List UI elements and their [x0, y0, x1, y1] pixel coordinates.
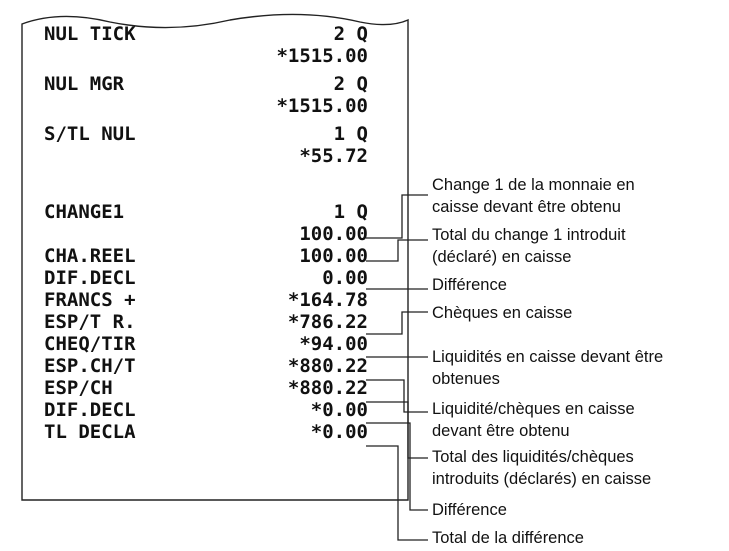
- receipt-row-label: ESP.CH/T: [44, 355, 136, 377]
- annotation-text: introduits (déclarés) en caisse: [432, 470, 652, 488]
- receipt-row-value: *786.22: [287, 311, 368, 333]
- receipt-row-value: *0.00: [310, 399, 368, 421]
- annotation-labels: [432, 176, 663, 547]
- receipt-row-value: *94.00: [299, 333, 368, 355]
- receipt-row-value: 2 Q: [333, 23, 368, 45]
- receipt-row-value: 0.00: [322, 267, 368, 289]
- annotation-text: Total des liquidités/chèques: [432, 448, 634, 466]
- annotation-text: Liquidités en caisse devant être: [432, 348, 664, 366]
- receipt-row-label: FRANCS +: [44, 289, 136, 311]
- receipt-row-label: NUL MGR: [44, 73, 125, 95]
- annotation-text: Total de la différence: [432, 529, 584, 547]
- annotation-text: Chèques en caisse: [432, 304, 573, 322]
- receipt-row-value: *1515.00: [276, 45, 368, 67]
- annotation-text: Liquidité/chèques en caisse: [432, 400, 635, 418]
- receipt-row-value: *880.22: [287, 377, 368, 399]
- receipt-row-value: 1 Q: [333, 123, 368, 145]
- receipt-row-label: CHEQ/TIR: [44, 333, 136, 355]
- receipt-row-label: TL DECLA: [44, 421, 136, 443]
- receipt-row-label: ESP/CH: [44, 377, 113, 399]
- receipt-row-value: *0.00: [310, 421, 368, 443]
- receipt-row-label: DIF.DECL: [44, 399, 136, 421]
- receipt-row-value: 1 Q: [333, 201, 368, 223]
- receipt-row-label: NUL TICK: [44, 23, 136, 45]
- annotation-text: Différence: [432, 501, 507, 519]
- receipt-row-label: S/TL NUL: [44, 123, 136, 145]
- annotation-text: Change 1 de la monnaie en: [432, 176, 635, 194]
- annotation-text: (déclaré) en caisse: [432, 248, 572, 266]
- receipt-row-label: ESP/T R.: [44, 311, 136, 333]
- receipt-row-value: *55.72: [299, 145, 368, 167]
- receipt-row-label: DIF.DECL: [44, 267, 136, 289]
- receipt-row-value: 100.00: [299, 245, 368, 267]
- receipt-row-value: *164.78: [287, 289, 368, 311]
- receipt-row-label: CHA.REEL: [44, 245, 136, 267]
- annotation-text: Total du change 1 introduit: [432, 226, 626, 244]
- receipt-row-value: 2 Q: [333, 73, 368, 95]
- annotation-text: caisse devant être obtenu: [432, 198, 621, 216]
- receipt-row-value: 100.00: [299, 223, 368, 245]
- receipt-row-value: *1515.00: [276, 95, 368, 117]
- receipt-row-label: CHANGE1: [44, 201, 125, 223]
- receipt-row-value: *880.22: [287, 355, 368, 377]
- annotation-text: Différence: [432, 276, 507, 294]
- annotation-text: obtenues: [432, 370, 500, 388]
- annotation-text: devant être obtenu: [432, 422, 570, 440]
